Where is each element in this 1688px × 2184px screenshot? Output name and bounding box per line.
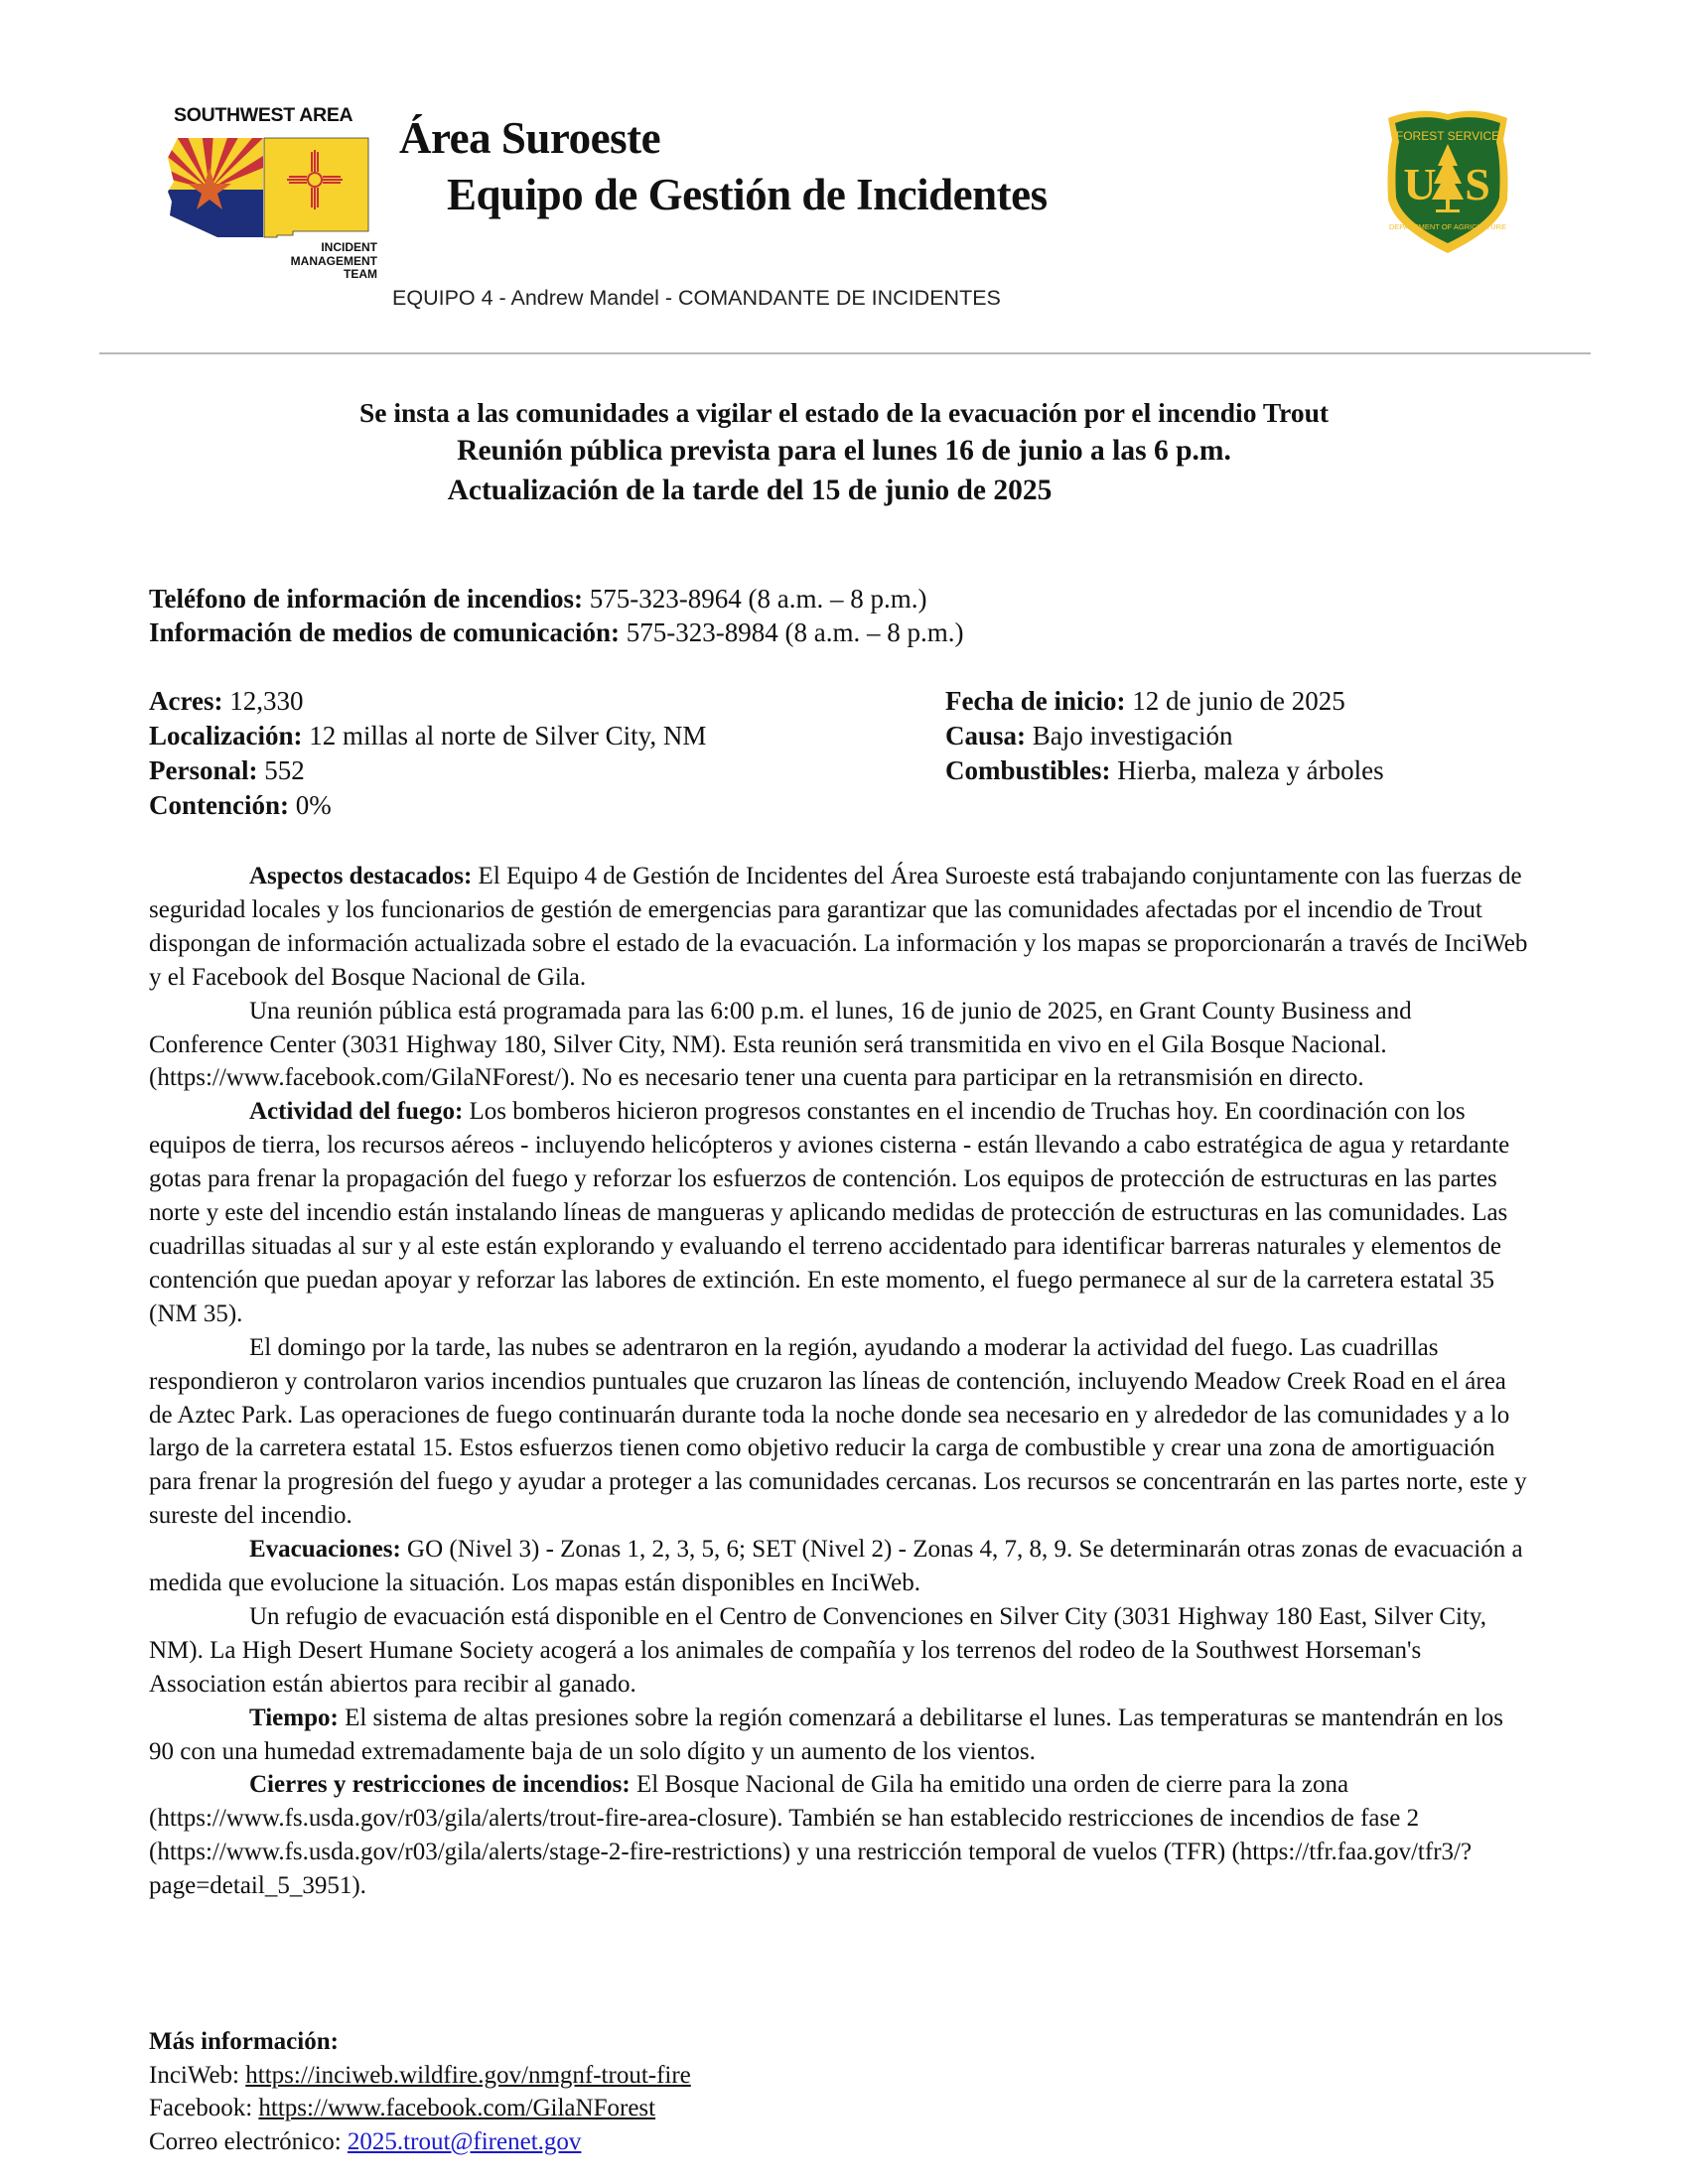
link-label: Correo electrónico:	[149, 2127, 348, 2155]
paragraph-text: El domingo por la tarde, las nubes se adentraron en la región, ayudando a moderar la actividad del fuego. Las cuadrillas respondieron y controlaron varios incendios puntuales que cruzaron las líneas de contención, incluyendo Meadow Creek Road en el área de Aztec Park. Las operaciones de fuego continuarán durante toda la noche donde sea necesario en y alrededor de las comunidades y a lo largo de la carretera estatal 15. Estos esfuerzos tienen como objetivo reducir la carga de combustible y crear una zona de amortiguación para frenar la progresión del fuego y ayudar a proteger a las comunidades cercanas. Los recursos se concentrarán en las partes norte, este y sureste del incendio.	[149, 1333, 1527, 1530]
paragraph-text: El sistema de altas presiones sobre la región comenzará a debilitarse el lunes. Las temperaturas se mantendrán en los 90 con una humedad extremadamente baja de un solo dígito y un aumento de los vientos.	[149, 1704, 1504, 1765]
shield-letter-u: U	[1403, 159, 1437, 209]
inciweb-link[interactable]: https://inciweb.wildfire.gov/nmgnf-trout-fire	[245, 2061, 691, 2089]
update-body	[149, 860, 1531, 1903]
arizona-new-mexico-map-icon	[164, 132, 374, 241]
forest-service-text: FOREST SERVICE	[1395, 129, 1500, 143]
fire-facts-left	[149, 684, 706, 823]
fact-value: 12 de junio de 2025	[1125, 686, 1345, 716]
fact-value: Bajo investigación	[1026, 721, 1233, 751]
media-info-phone-value: 575-323-8984 (8 a.m. – 8 p.m.)	[619, 617, 964, 647]
headline-meeting: Reunión pública prevista para el lunes 16 de junio a las 6 p.m.	[457, 435, 1231, 467]
link-label: Facebook:	[149, 2095, 259, 2121]
paragraph-label: Actividad del fuego:	[249, 1098, 464, 1126]
paragraph-text: El Equipo 4 de Gestión de Incidentes del Área Suroeste está trabajando conjuntamente con las fuerzas de seguridad locales y los funcionarios de gestión de emergencias para garantizar que las comunidades afectadas por el incendio de Trout dispongan de información actualizada sobre el estado de la evacuación. La información y los mapas se proporcionarán a través de InciWeb y el Facebook del Bosque Nacional de Gila.	[149, 863, 1528, 991]
fire-facts-right	[945, 684, 1384, 788]
fact-location	[149, 719, 706, 753]
media-info-phone	[149, 617, 963, 648]
fact-acres	[149, 684, 706, 719]
fire-info-phone-label: Teléfono de información de incendios:	[149, 584, 584, 614]
paragraph-label: Tiempo:	[249, 1704, 339, 1731]
department-of-agriculture-text: DEPARTMENT OF AGRICULTURE	[1388, 222, 1507, 231]
fact-value: 0%	[289, 790, 332, 820]
paragraph-text: El Bosque Nacional de Gila ha emitido una orden de cierre para la zona (https://www.fs.usda.gov/r03/gila/alerts/trout-fire-area-closure). También se han establecido restricciones de incendios de fase 2 (https://www.fs.usda.gov/r03/gila/alerts/stage-2-fire-restrictions) y una restricción temporal de vuelos (TFR) (https://tfr.faa.gov/tfr3/?page=detail_5_3951).	[149, 1771, 1473, 1900]
paragraph-weather	[149, 1702, 1531, 1769]
forest-service-shield-icon	[1380, 104, 1515, 255]
more-info-heading: Más información:	[149, 2028, 339, 2055]
fact-value: 552	[257, 755, 305, 785]
fact-label: Acres:	[149, 686, 223, 716]
logo-text-incident: INCIDENT	[321, 240, 377, 254]
media-info-phone-label: Información de medios de comunicación:	[149, 617, 620, 647]
fire-info-phone-value: 575-323-8964 (8 a.m. – 8 p.m.)	[583, 584, 927, 614]
fact-label: Causa:	[945, 721, 1027, 751]
paragraph-label: Aspectos destacados:	[249, 863, 473, 889]
paragraph-label: Cierres y restricciones de incendios:	[249, 1771, 631, 1799]
fact-value: Hierba, maleza y árboles	[1110, 755, 1384, 785]
shield-letter-s: S	[1465, 159, 1490, 209]
paragraph-text: GO (Nivel 3) - Zonas 1, 2, 3, 5, 6; SET (Nivel 2) - Zonas 4, 7, 8, 9. Se determinarán otras zonas de evacuación a medida que evolucione la situación. Los mapas están disponibles en InciWeb.	[149, 1536, 1523, 1597]
southwest-area-imt-logo	[164, 104, 377, 281]
logo-text-team: TEAM	[344, 267, 377, 281]
fact-label: Localización:	[149, 721, 303, 751]
fact-containment	[149, 788, 706, 823]
headline-main: Se insta a las comunidades a vigilar el estado de la evacuación por el incendio Trout	[358, 397, 1330, 428]
fact-label: Contención:	[149, 790, 289, 820]
fact-label: Combustibles:	[945, 755, 1111, 785]
fact-label: Fecha de inicio:	[945, 686, 1126, 716]
paragraph-highlights	[149, 860, 1531, 995]
fact-value: 12 millas al norte de Silver City, NM	[302, 721, 707, 751]
paragraph-text: Los bomberos hicieron progresos constantes en el incendio de Truchas hoy. En coordinación con los equipos de tierra, los recursos aéreos - incluyendo helicópteros y aviones cisterna - están llevando a cabo estratégica de agua y retardante gotas para frenar la propagación del fuego y reforzar los esfuerzos de contención. Los equipos de protección de estructuras en las partes norte y este del incendio están instalando líneas de mangueras y aplicando medidas de protección de estructuras en las comunidades. Las cuadrillas situadas al sur y al este están explorando y evaluando el terreno accidentado para identificar barreras naturales y elementos de contención que puedan apoyar y reforzar las labores de extinción. En este momento, el fuego permanece al sur de la carretera estatal 35 (NM 35).	[149, 1098, 1510, 1327]
paragraph-label: Evacuaciones:	[249, 1536, 401, 1564]
paragraph-evacuations	[149, 1533, 1531, 1600]
paragraph-fire-activity	[149, 1095, 1531, 1330]
facebook-link[interactable]: https://www.facebook.com/GilaNForest	[258, 2095, 656, 2121]
title-line-1: Área Suroeste	[399, 113, 661, 163]
fact-start-date	[945, 684, 1384, 719]
fact-personnel	[149, 753, 706, 788]
paragraph-text: Una reunión pública está programada para las 6:00 p.m. el lunes, 16 de junio de 2025, en Grant County Business and Conference Center (3031 Highway 180, Silver City, NM). Esta reunión será transmitida en vivo en el Gila Bosque Nacional. (https://www.facebook.com/GilaNForest/). No es necesario tener una cuenta para participar en la retransmisión en directo.	[149, 997, 1412, 1092]
fire-info-phone	[149, 584, 926, 614]
more-info-inciweb	[149, 2059, 691, 2093]
fact-cause	[945, 719, 1384, 753]
paragraph-sunday-activity	[149, 1331, 1531, 1533]
more-info-facebook	[149, 2092, 691, 2125]
team-commander-line: EQUIPO 4 - Andrew Mandel - COMANDANTE DE INCIDENTES	[392, 286, 1001, 310]
paragraph-public-meeting	[149, 995, 1531, 1096]
paragraph-shelter	[149, 1600, 1531, 1702]
logo-top-text: SOUTHWEST AREA	[174, 104, 353, 126]
header-divider	[99, 352, 1591, 354]
link-label: InciWeb:	[149, 2061, 246, 2089]
fact-label: Personal:	[149, 755, 258, 785]
paragraph-text: Un refugio de evacuación está disponible en el Centro de Convenciones en Silver City (3031 Highway 180 East, Silver City, NM). La High Desert Humane Society acogerá a los animales de compañía y los terrenos del rodeo de la Southwest Horseman's Association están abiertos para recibir al ganado.	[149, 1602, 1487, 1698]
more-info-section	[149, 2025, 691, 2158]
fact-value: 12,330	[222, 686, 304, 716]
title-line-2: Equipo de Gestión de Incidentes	[447, 170, 1048, 219]
fact-fuels	[945, 753, 1384, 788]
headline-update-date: Actualización de la tarde del 15 de junio de 2025	[447, 475, 1053, 506]
more-info-email	[149, 2125, 691, 2159]
logo-text-management: MANAGEMENT	[290, 253, 377, 268]
logo-bottom-text	[291, 241, 377, 282]
email-link[interactable]: 2025.trout@firenet.gov	[347, 2127, 582, 2155]
paragraph-closures	[149, 1768, 1531, 1903]
